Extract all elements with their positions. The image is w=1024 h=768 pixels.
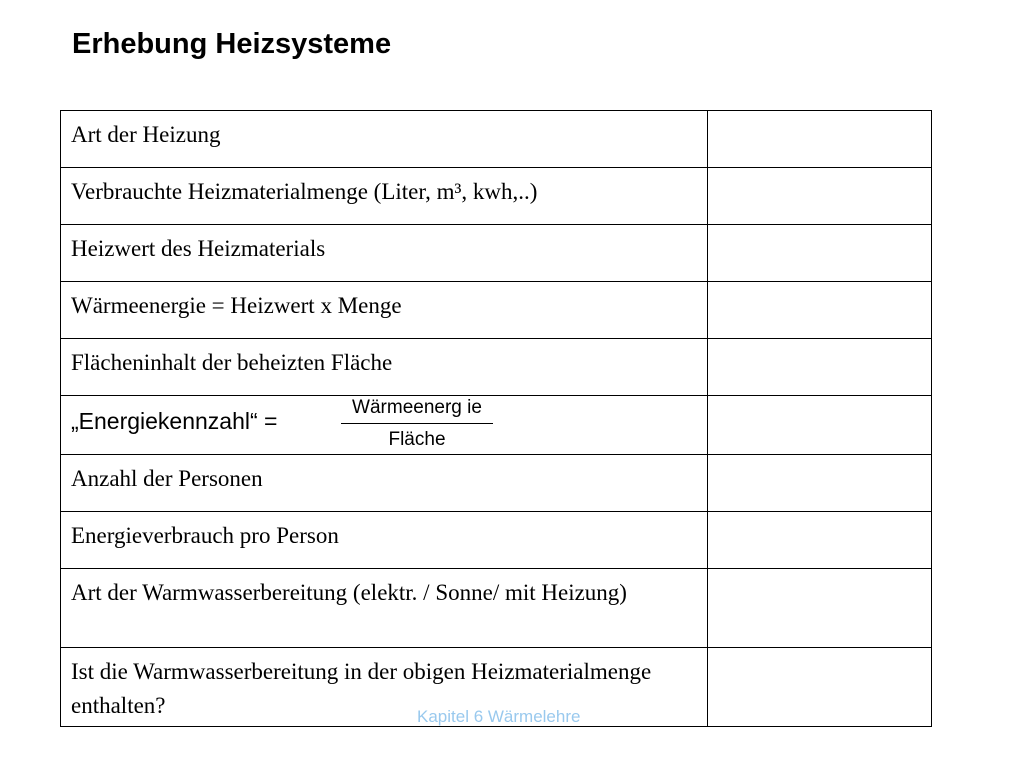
- heating-survey-table: [60, 110, 932, 727]
- row-value-cell[interactable]: [708, 569, 932, 648]
- row-label: Art der Heizung: [61, 111, 708, 168]
- row-value-cell[interactable]: [708, 339, 932, 396]
- page-title: Erhebung Heizsysteme: [72, 28, 392, 60]
- table-row-formula: [61, 396, 932, 455]
- row-label: Energieverbrauch pro Person: [61, 512, 708, 569]
- table-row: [61, 225, 932, 282]
- table-row: [61, 512, 932, 569]
- row-label: Ist die Warmwasserbereitung in der obigen Heizmaterialmenge enthalten?: [61, 648, 708, 727]
- row-label: Heizwert des Heizmaterials: [61, 225, 708, 282]
- row-label: Wärmeenergie = Heizwert x Menge: [61, 282, 708, 339]
- row-label: Art der Warmwasserbereitung (elektr. / Sonne/ mit Heizung): [61, 569, 708, 648]
- table-row: [61, 455, 932, 512]
- row-label: Verbrauchte Heizmaterialmenge (Liter, m³, kwh,..): [61, 168, 708, 225]
- table-row: [61, 111, 932, 168]
- fraction-numerator: Wärmeenerg ie: [341, 396, 493, 424]
- row-value-cell[interactable]: [708, 455, 932, 512]
- table-row: [61, 168, 932, 225]
- row-label: Anzahl der Personen: [61, 455, 708, 512]
- formula-cell: [61, 396, 708, 455]
- chapter-footer: Kapitel 6 Wärmelehre: [417, 707, 581, 726]
- energy-index-fraction: [341, 396, 493, 452]
- row-value-cell[interactable]: [708, 111, 932, 168]
- fraction-denominator: Fläche: [388, 429, 446, 450]
- row-label: Flächeninhalt der beheizten Fläche: [61, 339, 708, 396]
- row-value-cell[interactable]: [708, 648, 932, 727]
- energy-index-label: „Energiekennzahl“ =: [71, 408, 278, 434]
- row-value-cell[interactable]: [708, 225, 932, 282]
- table-row: [61, 569, 932, 648]
- row-value-cell[interactable]: [708, 396, 932, 455]
- row-value-cell[interactable]: [708, 512, 932, 569]
- row-value-cell[interactable]: [708, 282, 932, 339]
- row-value-cell[interactable]: [708, 168, 932, 225]
- table-row: [61, 339, 932, 396]
- table-row: [61, 282, 932, 339]
